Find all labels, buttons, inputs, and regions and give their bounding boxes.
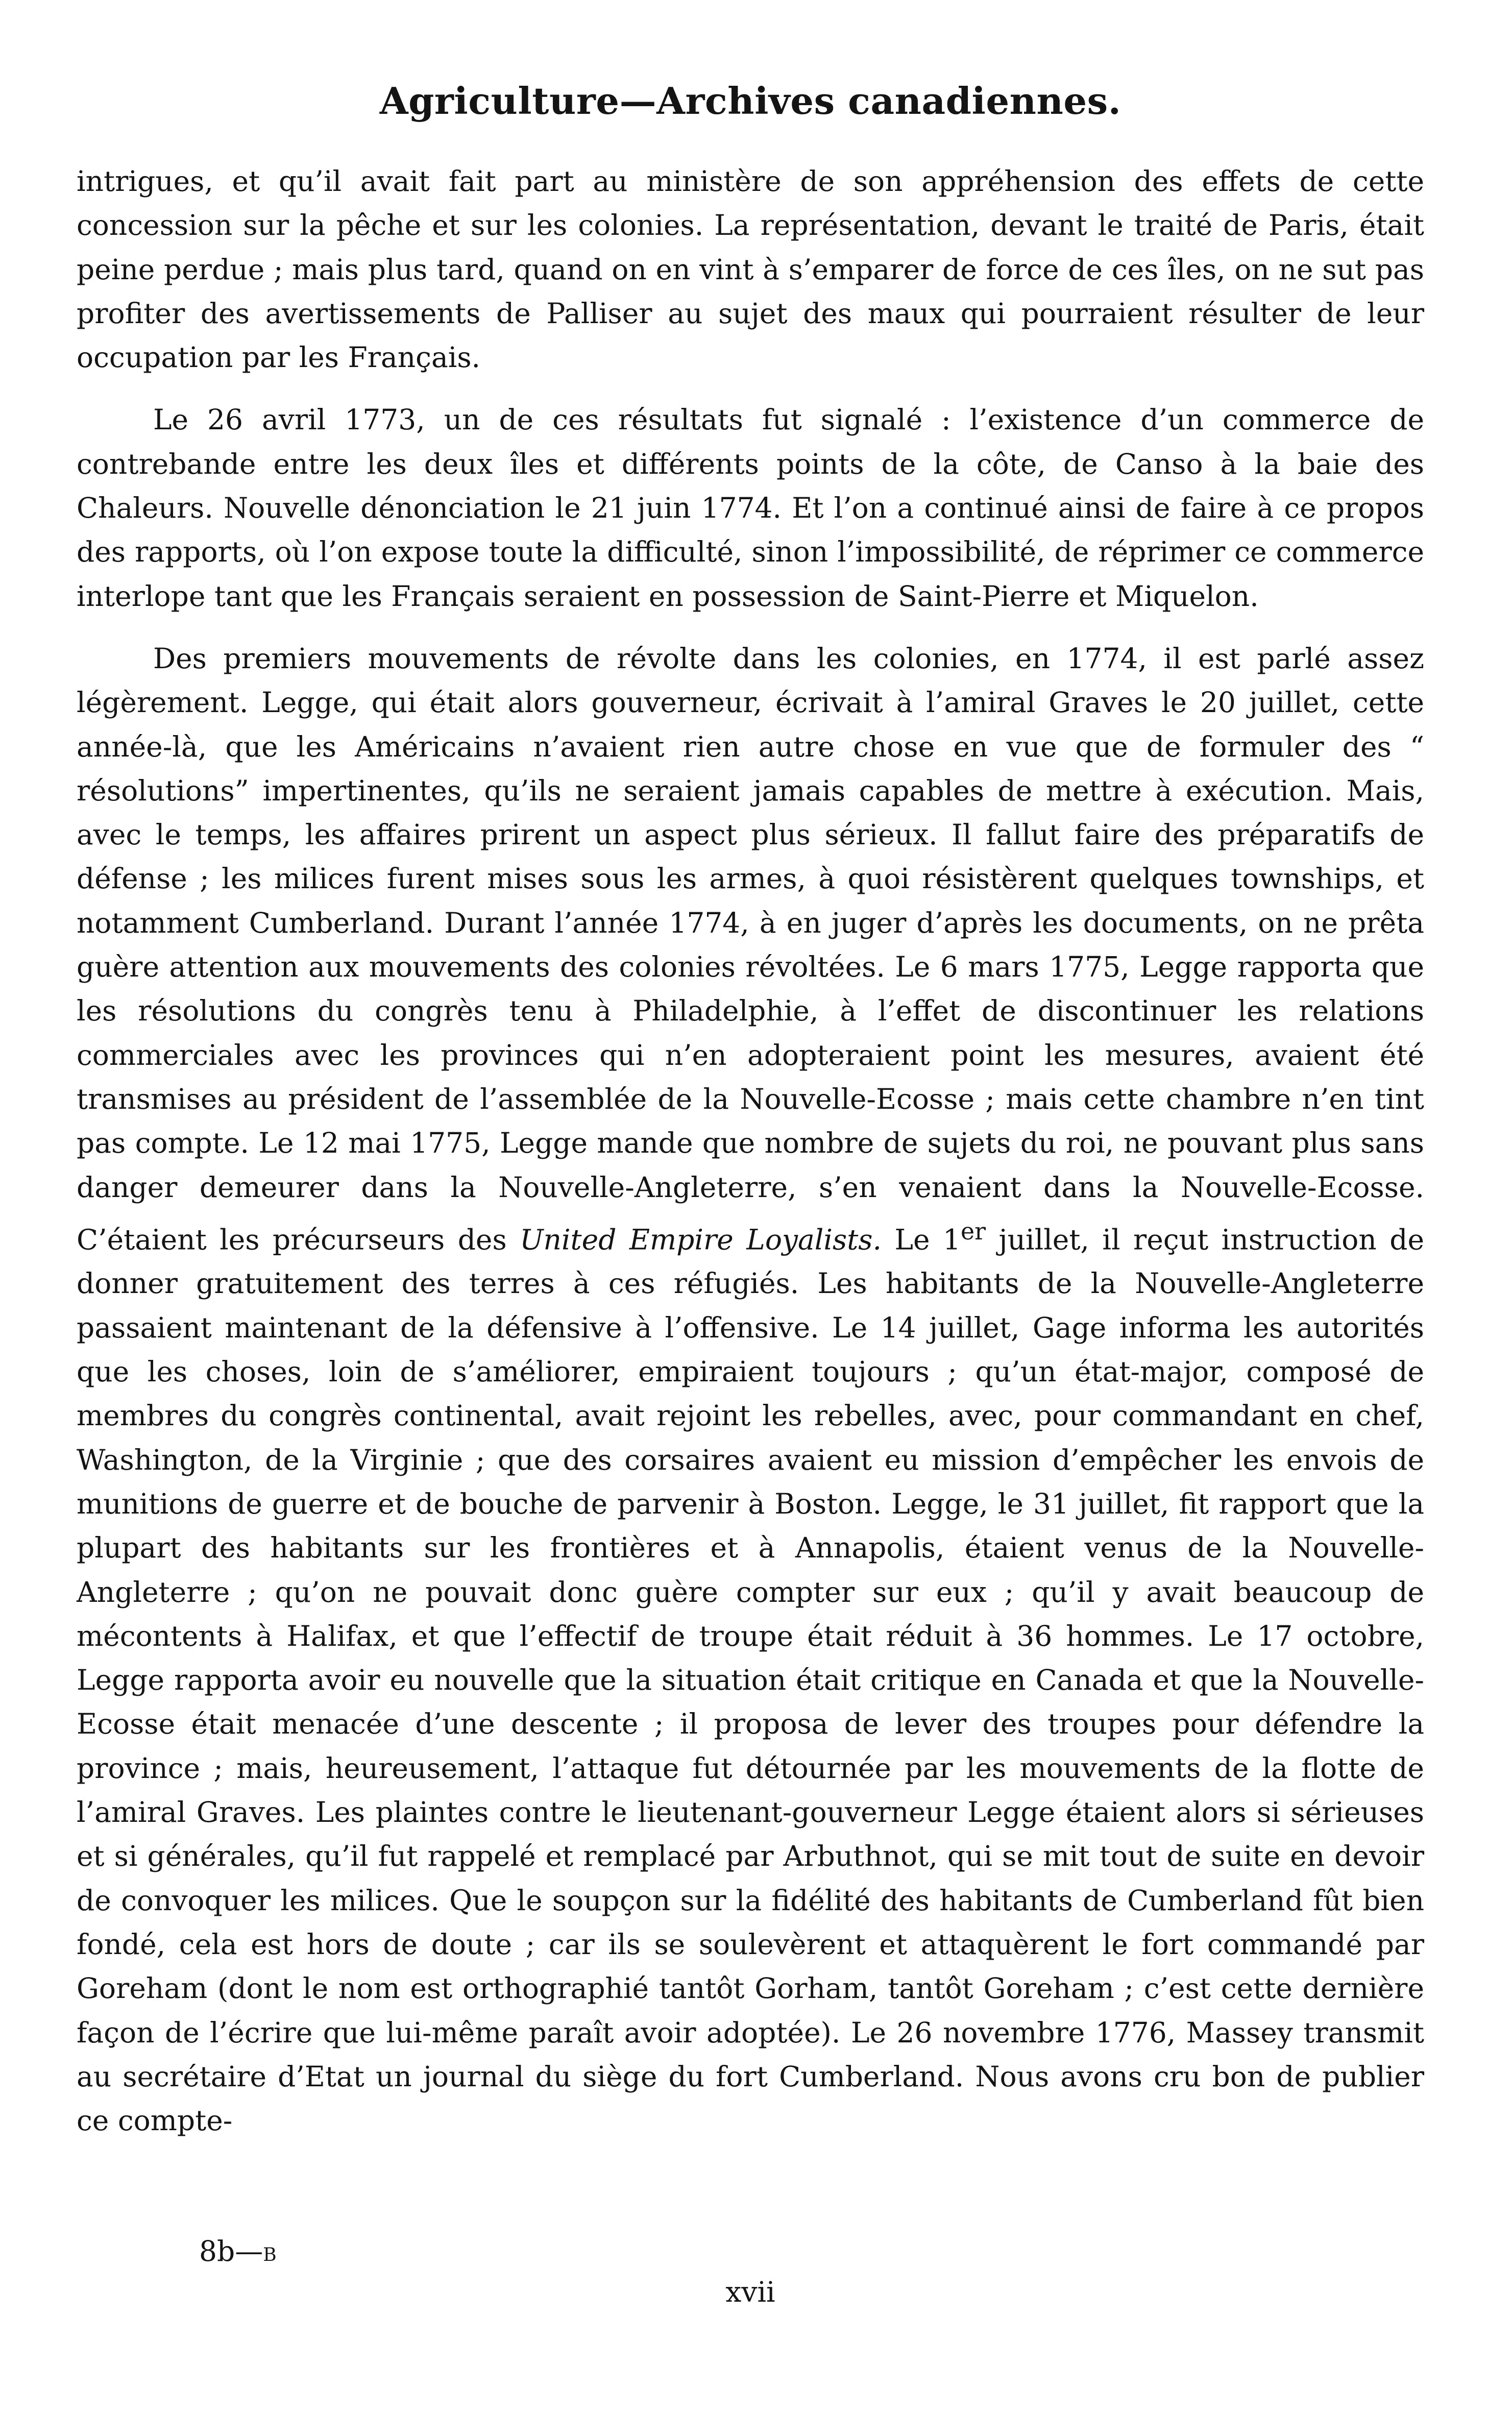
page-footer (77, 2231, 1424, 2333)
paragraph-1: intrigues, et qu’il avait fait part au ministère de son appréhension des effets de cette concession sur la pêche et sur les colonies. La représentation, devant le traité de Paris, était peine perdue ; mais plus tard, quand on en vint à s’emparer de force de ces îles, on ne sut pas profiter des avertissements de Palliser au sujet des maux qui pourraient résulter de leur occupation par les Français. (77, 165, 1424, 374)
paragraph-3 (77, 637, 1424, 2142)
printer-signature (199, 2231, 278, 2276)
paragraph-3-text-b: Le 1 (882, 1223, 961, 1256)
signature-main: 8b— (199, 2235, 263, 2267)
paragraph-3-text-a: Des premiers mouvements de révolte dans les colonies, en 1774, il est parlé assez légèrement. Legge, qui était alors gouverneur, écrivait à l’amiral Graves le 20 juillet, cette année-là, que les Américains n’avaient rien autre chose en vue que de formuler des “ résolutions” impertinentes, qu’ils ne seraient jamais capables de mettre à exécution. Mais, avec le temps, les affaires prirent un aspect plus sérieux. Il fallut faire des préparatifs de défense ; les milices furent mises sous les armes, à quoi résistèrent quelques townships, et notamment Cumberland. Durant l’année 1774, à en juger d’après les documents, on ne prêta guère attention aux mouvements des colonies révoltées. Le 6 mars 1775, Legge rapporta que les résolutions du congrès tenu à Philadelphie, à l’effet de discontinuer les relations commerciales avec les provinces qui n’en adopteraient point les mesures, avaient été transmises au président de l’assemblée de la Nouvelle-Ecosse ; mais cette chambre n’en tint pas compte. Le 12 mai 1775, Legge mande que nombre de sujets du roi, ne pouvant plus sans danger demeurer dans la Nouvelle-Angleterre, s’en venaient dans la Nouvelle-Ecosse. C’étaient les précurseurs des (77, 642, 1424, 1256)
paragraph-2: Le 26 avril 1773, un de ces résultats fut signalé : l’existence d’un commerce de contrebande entre les deux îles et différents points de la côte, de Canso à la baie des Chaleurs. Nouvelle dénonciation le 21 juin 1774. Et l’on a continué ainsi de faire à ce propos des rapports, où l’on expose toute la difficulté, sinon l’impossibilité, de réprimer ce commerce interlope tant que les Français seraient en possession de Saint-Pierre et Miquelon. (77, 403, 1424, 613)
paragraph-3-italic: United Empire Loyalists. (520, 1223, 882, 1256)
running-head: Agriculture—Archives canadiennes. (379, 79, 1121, 123)
signature-letter: B (263, 2245, 278, 2265)
document-page (77, 77, 1424, 2343)
page-number: xvii (725, 2276, 775, 2308)
paragraph-3-text-c: juillet, il reçut instruction de donner gratuitement des terres à ces réfugiés. Les habitants de la Nouvelle-Angleterre passaient maintenant de la défensive à l’offensive. Le 14 juillet, Gage informa les autorités que les choses, loin de s’améliorer, empiraient toujours ; qu’un état-major, composé de membres du congrès continental, avait rejoint les rebelles, avec, pour commandant en chef, Washington, de la Virginie ; que des corsaires avaient eu mission d’empêcher les envois de munitions de guerre et de bouche de parvenir à Boston. Legge, le 31 juillet, fit rapport que la plupart des habitants sur les frontières et à Annapolis, étaient venus de la Nouvelle-Angleterre ; qu’on ne pouvait donc guère compter sur eux ; qu’il y avait beaucoup de mécontents à Halifax, et que l’effectif de troupe était réduit à 36 hommes. Le 17 octobre, Legge rapporta avoir eu nouvelle que la situation était critique en Canada et que la Nouvelle-Ecosse était menacée d’une descente ; il proposa de lever des troupes pour défendre la province ; mais, heureusement, l’attaque fut détournée par les mouvements de la flotte de l’amiral Graves. Les plaintes contre le lieutenant-gouverneur Legge étaient alors si sérieuses et si générales, qu’il fut rappelé et remplacé par Arbuthnot, qui se mit tout de suite en devoir de convoquer les milices. Que le soupçon sur la fidélité des habitants de Cumberland fût bien fondé, cela est hors de doute ; car ils se soulevèrent et attaquèrent le fort commandé par Goreham (dont le nom est orthographié tantôt Gorham, tantôt Goreham ; c’est cette dernière façon de l’écrire que lui-même paraît avoir adoptée). Le 26 novembre 1776, Massey transmit au secrétaire d’Etat un journal du siège du fort Cumberland. Nous avons cru bon de publier ce compte- (77, 1223, 1424, 2137)
paragraph-3-superscript: er (961, 1217, 986, 1245)
